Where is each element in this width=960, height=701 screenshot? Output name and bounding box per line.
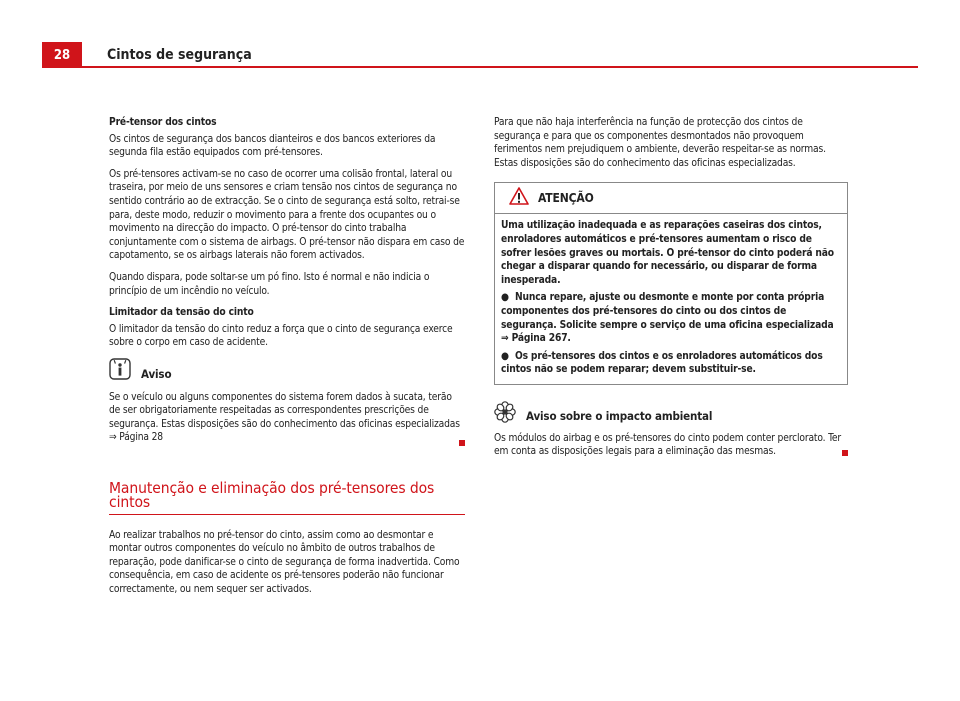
- warning-header: [495, 183, 847, 214]
- right-column: [494, 116, 848, 460]
- note-text: Se o veículo ou alguns componentes do sistema forem dados à sucata, terão de ser obrigatoriamente respeitadas as correspondentes prescrições de segurança. Estas disposições são do conhecimento das oficinas especializadas ⇒ Página 28: [109, 391, 460, 444]
- pretensor-paragraph-3: Quando dispara, pode soltar-se um pó fino. Isto é normal e não indicia o princípio de um incêndio no veículo.: [109, 271, 430, 297]
- pretensor-paragraph-2: Os pré-tensores activam-se no caso de ocorrer uma colisão frontal, lateral ou traseira, por meio de uns sensores e criam tensão nos cintos de segurança no sentido contrário ao de extracção. Se o cinto de segurança está solto, retrai-se para, deste modo, reduzir o movimento para a frente dos ocupantes ou o movimento na direcção do impacto. O pré-tensor do cinto trabalha conjuntamente com o sistema de airbags. O pré-tensor não dispara em caso de capotamento, se os airbags laterais não forem activados.: [109, 168, 465, 262]
- bullet-dot: ●: [501, 292, 515, 304]
- limiter-paragraph: O limitador da tensão do cinto reduz a força que o cinto de segurança exerce sobre o corpo em caso de acidente.: [109, 323, 453, 349]
- environment-title: Aviso sobre o impacto ambiental: [526, 409, 713, 424]
- environment-flower-icon: [494, 401, 516, 428]
- note-header: [109, 358, 465, 385]
- header-rule: [82, 66, 918, 68]
- environment-text: Os módulos do airbag e os pré-tensores do cinto podem conter perclorato. Ter em conta as disposições legais para a eliminação das mesmas.: [494, 432, 841, 458]
- page-header-title: Cintos de segurança: [107, 47, 252, 63]
- warning-bullet-2-text: Os pré-tensores dos cintos e os enroladores automáticos dos cintos não se podem reparar; devem substituir-se.: [501, 350, 823, 376]
- end-marker: [842, 450, 848, 456]
- note-title: Aviso: [141, 367, 172, 382]
- right-paragraph-1: Para que não haja interferência na função de protecção dos cintos de segurança e para que os componentes desmontados não provoquem ferimentos nem prejudiquem o ambiente, deverão respeitar-se as normas. Estas disposições são do conhecimento das oficinas especializadas.: [494, 117, 826, 169]
- warning-bullet-1: [501, 291, 841, 345]
- warning-intro: Uma utilização inadequada e as reparações caseiras dos cintos, enroladores automáticos e pré-tensores aumentam o risco de sofrer lesões graves ou mortais. O pré-tensor do cinto poderá não chegar a disparar quando for necessário, ou disparar de forma inesperada.: [501, 220, 834, 286]
- bullet-dot: ●: [501, 350, 515, 362]
- environment-header: [494, 401, 848, 428]
- page-number: 28: [42, 42, 82, 68]
- pretensor-heading: Pré-tensor dos cintos: [109, 117, 217, 128]
- warning-box: [494, 182, 848, 385]
- warning-body: [495, 214, 847, 384]
- warning-triangle-icon: [509, 187, 529, 210]
- warning-bullet-2: [501, 350, 841, 377]
- info-icon: [109, 358, 131, 385]
- warning-bullet-1-text: Nunca repare, ajuste ou desmonte e monte por conta própria componentes dos pré-tensores do cinto ou dos cintos de segurança. Solicite sempre o serviço de uma oficina especializada ⇒ Página 267.: [501, 292, 834, 345]
- warning-title: ATENÇÃO: [538, 190, 594, 205]
- limiter-heading: Limitador da tensão do cinto: [109, 307, 254, 319]
- section-title: Manutenção e eliminação dos pré-tensores dos cintos: [109, 479, 435, 512]
- left-column: [109, 116, 465, 605]
- section-rule: [109, 514, 465, 515]
- end-marker: [459, 440, 465, 446]
- maintenance-paragraph: Ao realizar trabalhos no pré-tensor do cinto, assim como ao desmontar e montar outros componentes do veículo no âmbito de outros trabalhos de reparação, pode danificar-se o cinto de segurança de forma inadvertida. Como consequência, em caso de acidente os pré-tensores poderão não funcionar correctamente, ou nem sequer ser activados.: [109, 529, 460, 596]
- pretensor-paragraph-1: Os cintos de segurança dos bancos dianteiros e dos bancos exteriores da segunda fila estão equipados com pré-tensores.: [109, 133, 436, 159]
